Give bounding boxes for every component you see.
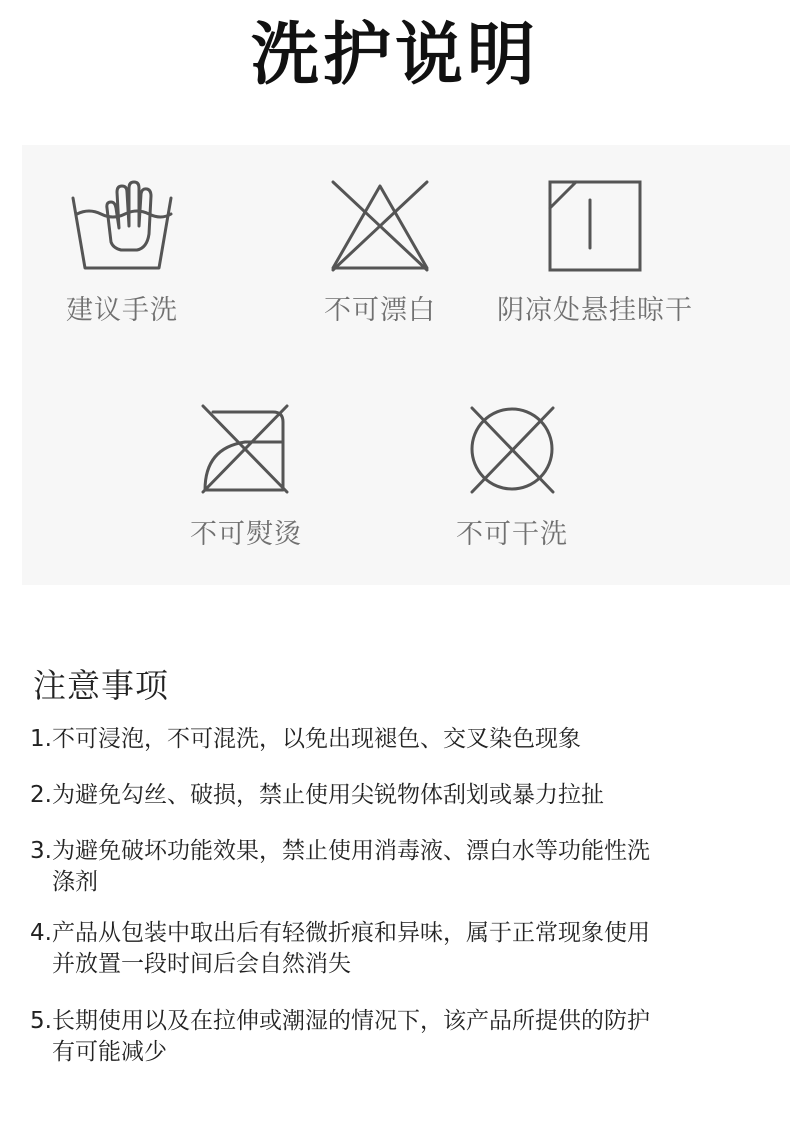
note-number: 1. [30,726,52,752]
note-item [30,724,750,755]
shade-hang-dry-icon [540,178,650,278]
care-symbol-no-bleach [270,178,490,327]
note-item [30,836,750,898]
no-bleach-icon [325,178,435,278]
note-text-continued: 并放置一段时间后会自然消失 [52,951,351,977]
symbol-label: 建议手洗 [66,295,178,326]
note-text: 长期使用以及在拉伸或潮湿的情况下，该产品所提供的防护 [52,1008,650,1034]
note-item [30,1006,750,1068]
no-iron-icon [191,402,301,502]
symbol-label: 不可熨烫 [190,519,302,550]
symbol-label: 不可漂白 [324,295,436,326]
note-number: 2. [30,782,52,808]
no-dry-clean-icon [457,402,567,502]
note-item [30,918,750,980]
page-title: 洗护说明 [250,15,539,95]
symbol-label: 不可干洗 [456,519,568,550]
note-number: 5. [30,1008,52,1034]
care-symbol-no-dry-clean [402,402,622,551]
hand-wash-icon [67,178,177,278]
note-text-continued: 涤剂 [52,869,98,895]
note-text-continued: 有可能减少 [52,1039,167,1065]
symbol-label: 阴凉处悬挂晾干 [497,295,693,326]
note-text: 产品从包装中取出后有轻微折痕和异味，属于正常现象使用 [52,920,650,946]
note-item [30,780,750,811]
notes-title: 注意事项 [33,666,169,705]
note-number: 3. [30,838,52,864]
note-text: 不可浸泡，不可混洗，以免出现褪色、交叉染色现象 [52,726,581,752]
care-symbol-no-iron [136,402,356,551]
note-number: 4. [30,920,52,946]
note-text: 为避免破坏功能效果，禁止使用消毒液、漂白水等功能性洗 [52,838,650,864]
care-symbol-shade-hang-dry [490,178,700,327]
note-text: 为避免勾丝、破损，禁止使用尖锐物体刮划或暴力拉扯 [52,782,604,808]
care-symbol-hand-wash [12,178,232,327]
